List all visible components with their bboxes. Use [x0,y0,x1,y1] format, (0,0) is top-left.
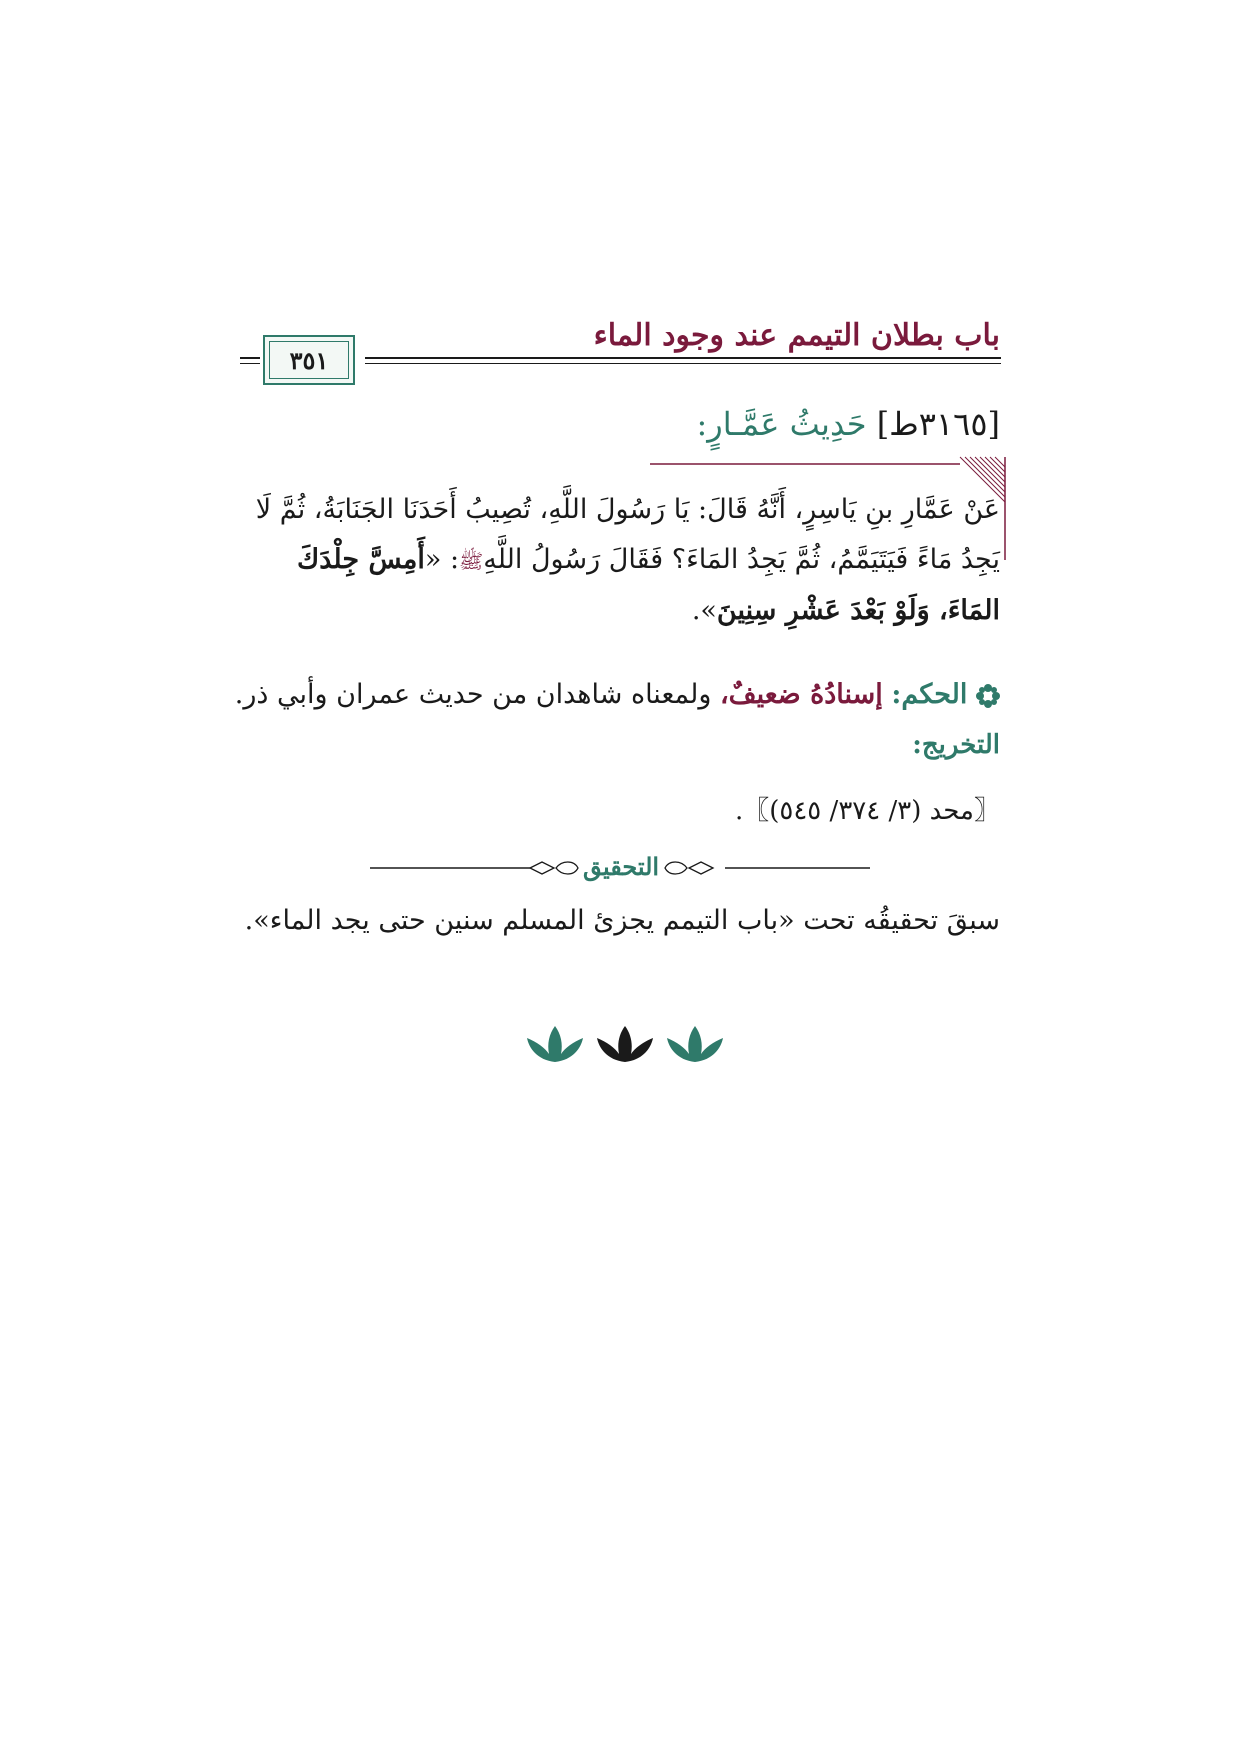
header-rule-left [240,357,260,359]
tahqiq-label: التحقيق [582,852,660,881]
ruling-label: الحكم: [891,679,968,710]
tahqiq-text: سبقَ تحقيقُه تحت «باب التيمم يجزئ المسلم سنين حتى يجد الماء». [244,905,1000,936]
hadith-title: حَدِيثُ عَمَّـارٍ: [696,405,867,443]
prophet-honorific-icon: ﷺ [459,549,484,573]
hadith-number: [٣١٦٥ط] [876,405,1000,443]
ruling-line [220,675,1000,715]
hadith-heading [696,405,1000,443]
hadith-text-part1: عَنْ عَمَّارِ بنِ يَاسِرٍ، أَنَّهُ قَالَ: يَا رَسُولَ اللَّهِ، تُصِيبُ أَحَدَنَا الجَنَابَةُ، ثُمَّ لَا يَجِدُ مَاءً فَيَتَيَمَّمُ، ثُمَّ يَجِدُ المَاءَ؟ فَقَالَ رَسُولُ اللَّهِ [255,494,1000,575]
takhrij-source: 〖محد (٣/ ٣٧٤/ ٥٤٥)〗. [734,796,1000,826]
page-number: ٣٥١ [289,345,329,375]
lotus-icon-left [527,1026,583,1062]
header-rule-right-2 [365,363,1001,364]
flower-icon [976,684,1000,708]
end-ornament-icon [520,1020,730,1070]
ruling-verdict: إسنادُهُ ضعيفٌ، [719,679,883,710]
header-rule-right [365,357,1001,359]
ruling-note: ولمعناه شاهدان من حديث عمران وأبي ذر. [234,679,712,710]
lotus-icon-center [597,1026,653,1062]
running-title: باب بطلان التيمم عند وجود الماء [593,318,1000,353]
takhrij-label: التخريج: [912,730,1000,760]
hadith-text [240,485,1000,636]
hadith-quote-bold: أَمِسَّ جِلْدَكَ المَاءَ، وَلَوْ بَعْدَ عَشْرِ سِنِينَ [297,544,1000,626]
header-rule-left-2 [240,363,260,364]
page-number-badge [263,335,355,385]
hadith-text-end: ». [691,595,717,626]
tahqiq-separator [330,848,910,888]
hadith-text-part2: : « [424,544,460,575]
lotus-icon-right [667,1026,723,1062]
